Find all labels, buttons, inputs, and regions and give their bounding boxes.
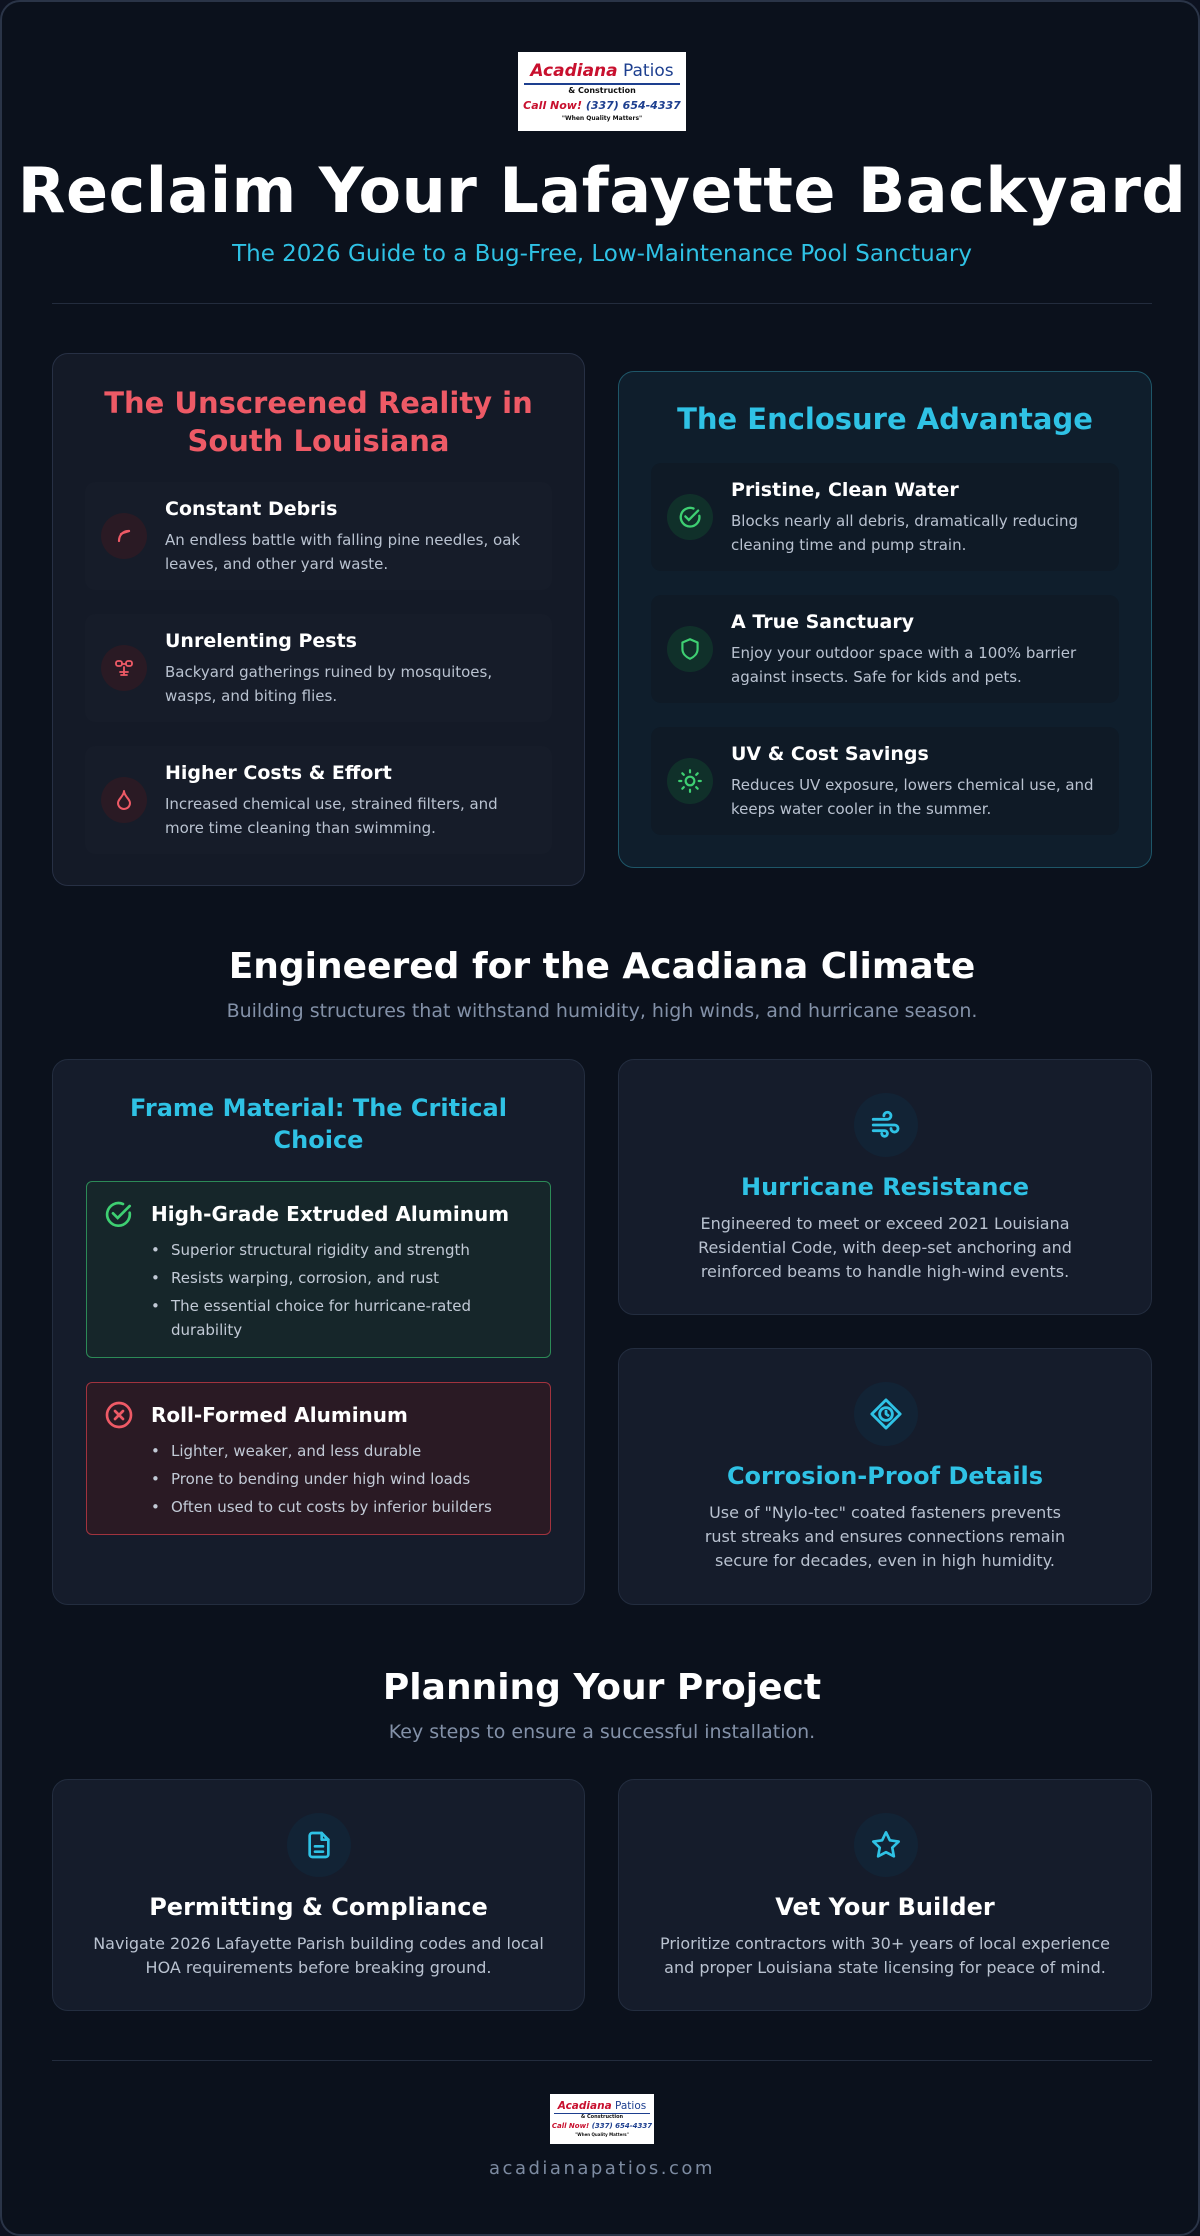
planning-section-title: Planning Your Project bbox=[382, 1667, 822, 1708]
divider bbox=[52, 2060, 1152, 2061]
benefit-text: Enjoy your outdoor space with a 100% barrier against insects. Safe for kids and pets. bbox=[731, 644, 1077, 686]
issue-text: Increased chemical use, strained filters, and more time cleaning than swimming. bbox=[165, 795, 498, 837]
frame-material-card bbox=[52, 1059, 585, 1605]
permitting-title: Permitting & Compliance bbox=[149, 1893, 488, 1921]
vet-builder-card bbox=[618, 1779, 1152, 2011]
unscreened-reality-card bbox=[52, 353, 585, 886]
bug-icon bbox=[101, 645, 147, 691]
frame-material-title: Frame Material: The Critical Choice bbox=[130, 1094, 507, 1154]
hurricane-title: Hurricane Resistance bbox=[740, 1173, 1030, 1201]
extruded-aluminum-panel bbox=[86, 1181, 551, 1358]
leaf-icon bbox=[101, 513, 147, 559]
shield-icon bbox=[667, 626, 713, 672]
roll-formed-aluminum-panel bbox=[86, 1382, 551, 1535]
roll-formed-points bbox=[151, 1439, 530, 1523]
climate-section-subtitle: Building structures that withstand humidity, high winds, and hurricane season. bbox=[226, 1000, 978, 1022]
star-icon bbox=[854, 1813, 918, 1877]
page-title: Reclaim Your Lafayette Backyard bbox=[17, 154, 1187, 227]
hurricane-resistance-card bbox=[618, 1059, 1152, 1315]
droplet-icon bbox=[101, 777, 147, 823]
x-circle-icon bbox=[103, 1399, 135, 1431]
company-logo: Acadiana Patios & Construction Call Now! (337) 654-4337 "When Quality Matters" bbox=[518, 52, 686, 131]
planning-section-subtitle: Key steps to ensure a successful installation. bbox=[388, 1721, 816, 1743]
clock-diamond-icon bbox=[854, 1382, 918, 1446]
check-circle-icon bbox=[667, 494, 713, 540]
corrosion-title: Corrosion-Proof Details bbox=[726, 1462, 1044, 1490]
issue-heading: Higher Costs & Effort bbox=[165, 762, 392, 784]
issue-item-pests bbox=[85, 614, 552, 722]
unscreened-title: The Unscreened Reality in South Louisiana bbox=[104, 386, 533, 458]
list-item: • Lighter, weaker, and less durable bbox=[151, 1439, 530, 1463]
wind-icon bbox=[854, 1093, 918, 1157]
corrosion-text: Use of "Nylo-tec" coated fasteners prevents rust streaks and ensures connections remain secure for decades, even in high humidity. bbox=[704, 1503, 1066, 1570]
benefit-item-uv bbox=[651, 727, 1119, 835]
enclosure-advantage-card bbox=[618, 371, 1152, 868]
builder-text: Prioritize contractors with 30+ years of local experience and proper Louisiana state licensing for peace of mind. bbox=[659, 1934, 1111, 1977]
issue-text: An endless battle with falling pine needles, oak leaves, and other yard waste. bbox=[165, 531, 521, 573]
roll-formed-heading: Roll-Formed Aluminum bbox=[151, 1403, 408, 1427]
benefit-heading: A True Sanctuary bbox=[731, 611, 915, 633]
benefit-text: Reduces UV exposure, lowers chemical use, and keeps water cooler in the summer. bbox=[731, 776, 1094, 818]
corrosion-proof-card bbox=[618, 1348, 1152, 1605]
issue-heading: Constant Debris bbox=[165, 498, 338, 520]
list-item: • Prone to bending under high wind loads bbox=[151, 1467, 530, 1491]
issue-text: Backyard gatherings ruined by mosquitoes, wasps, and biting flies. bbox=[165, 663, 493, 705]
sun-icon bbox=[667, 758, 713, 804]
check-circle-icon bbox=[103, 1198, 135, 1230]
permitting-text: Navigate 2026 Lafayette Parish building codes and local HOA requirements before breaking ground. bbox=[93, 1934, 544, 1977]
list-item: • Superior structural rigidity and strength bbox=[151, 1238, 530, 1262]
enclosure-title: The Enclosure Advantage bbox=[677, 402, 1093, 436]
page-subtitle: The 2026 Guide to a Bug-Free, Low-Maintenance Pool Sanctuary bbox=[232, 241, 972, 267]
benefit-item-sanctuary bbox=[651, 595, 1119, 703]
builder-title: Vet Your Builder bbox=[775, 1893, 995, 1921]
document-icon bbox=[287, 1813, 351, 1877]
list-item: • The essential choice for hurricane-rated durability bbox=[151, 1294, 530, 1342]
divider bbox=[52, 303, 1152, 304]
list-item: • Often used to cut costs by inferior builders bbox=[151, 1495, 530, 1519]
benefit-heading: UV & Cost Savings bbox=[731, 743, 929, 765]
extruded-heading: High-Grade Extruded Aluminum bbox=[151, 1202, 510, 1226]
benefit-item-water bbox=[651, 463, 1119, 571]
benefit-text: Blocks nearly all debris, dramatically reducing cleaning time and pump strain. bbox=[731, 512, 1078, 554]
benefit-heading: Pristine, Clean Water bbox=[731, 479, 959, 501]
issue-heading: Unrelenting Pests bbox=[165, 630, 357, 652]
issue-item-debris bbox=[85, 482, 552, 590]
climate-section-title: Engineered for the Acadiana Climate bbox=[228, 946, 976, 987]
company-logo-footer[interactable]: Acadiana Patios & Construction Call Now! (337) 654-4337 "When Quality Matters" bbox=[550, 2094, 654, 2144]
permitting-card bbox=[52, 1779, 585, 2011]
hurricane-text: Engineered to meet or exceed 2021 Louisiana Residential Code, with deep-set anchoring and reinforced beams to handle high-wind events. bbox=[698, 1214, 1072, 1281]
extruded-points bbox=[151, 1238, 530, 1346]
issue-item-costs bbox=[85, 746, 552, 854]
website-link[interactable]: acadianapatios.com bbox=[489, 2158, 715, 2179]
list-item: • Resists warping, corrosion, and rust bbox=[151, 1266, 530, 1290]
